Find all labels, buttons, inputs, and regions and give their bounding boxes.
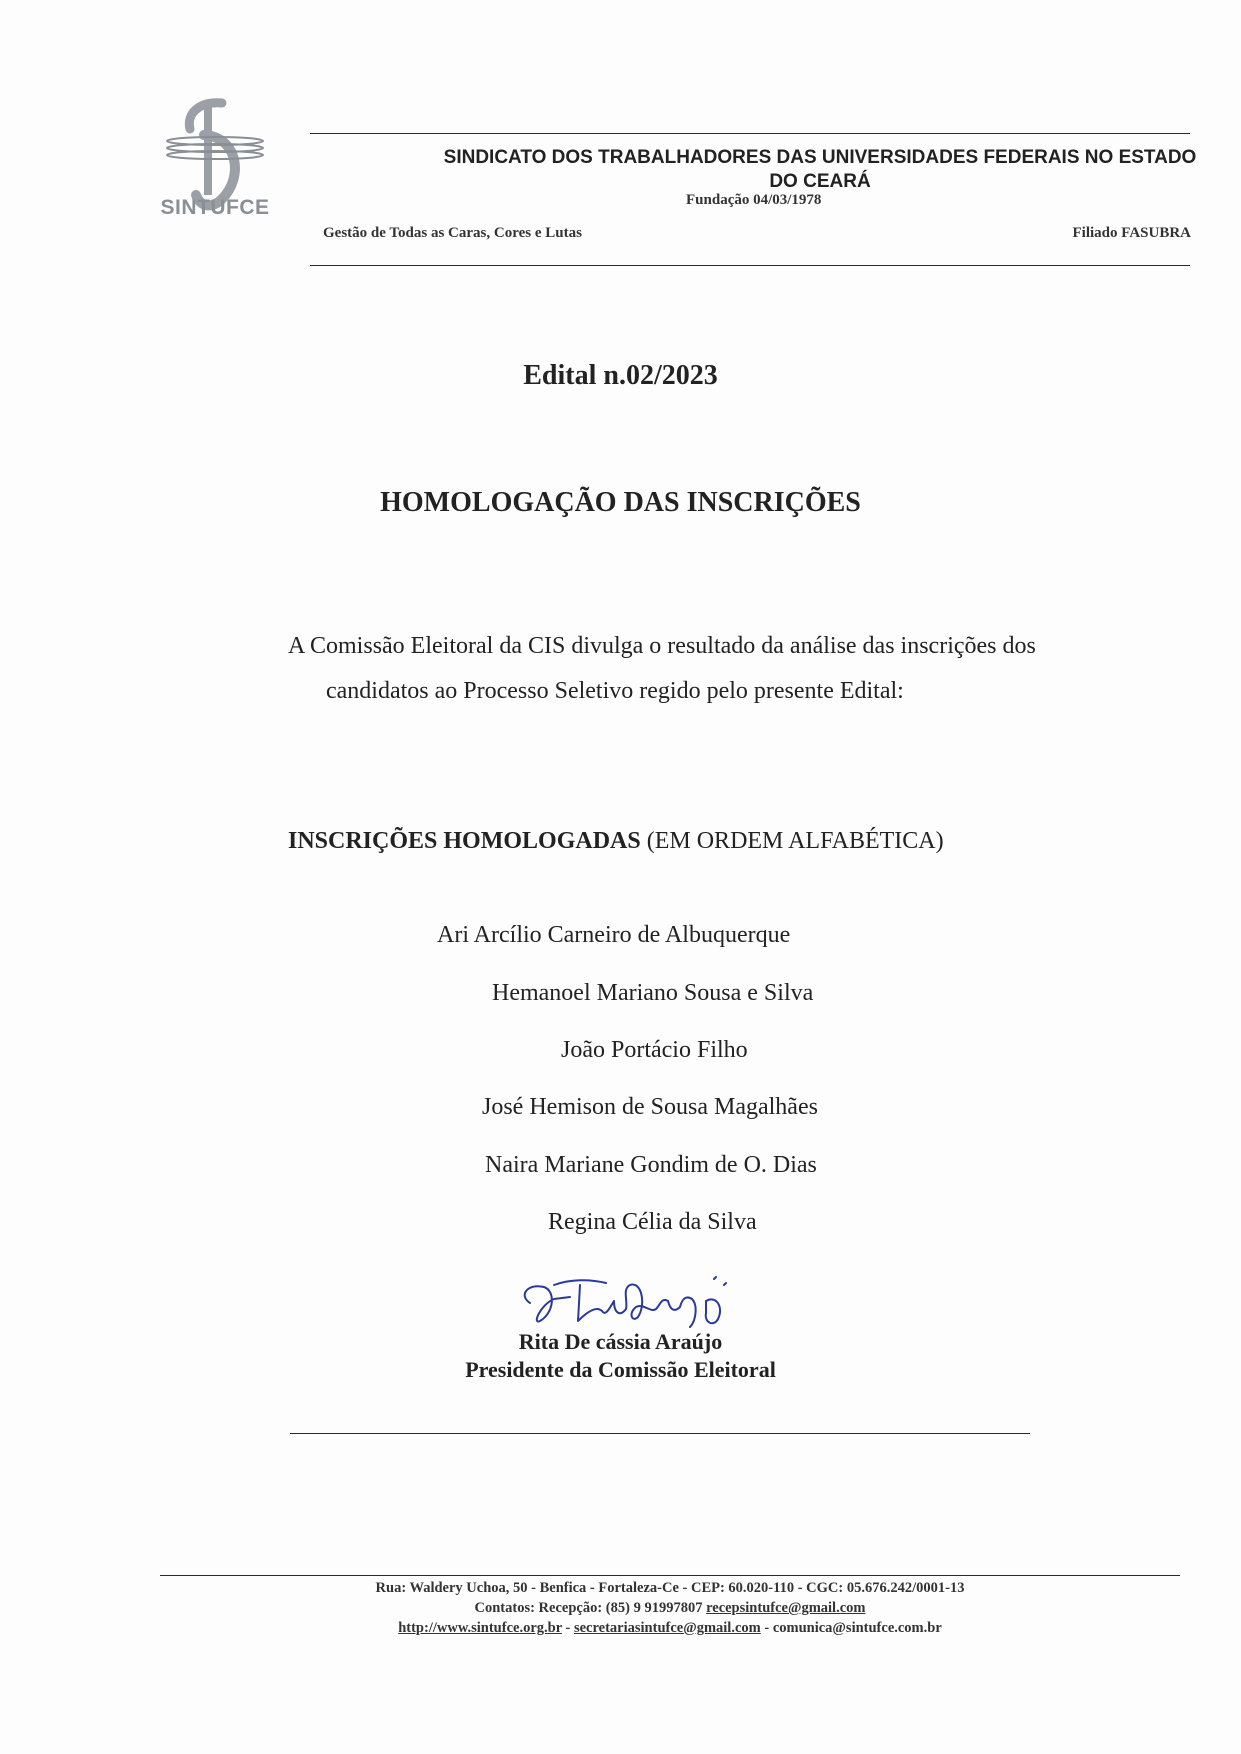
- candidate-name: Ari Arcílio Carneiro de Albuquerque: [437, 922, 791, 948]
- footer-separator: -: [561, 1620, 574, 1636]
- reception-email-link[interactable]: recepsintufce@gmail.com: [706, 1600, 866, 1616]
- header-bottom-rule: [310, 265, 1190, 266]
- footer-address: Rua: Waldery Uchoa, 50 - Benfica - Fortaleza-Ce - CEP: 60.020-110 - CGC: 05.676.242/0001-13: [375, 1580, 965, 1596]
- section-heading-bold: INSCRIÇÕES HOMOLOGADAS: [288, 828, 641, 854]
- candidate-name: Hemanoel Mariano Sousa e Silva: [492, 980, 814, 1006]
- intro-line-2: candidatos ao Processo Seletivo regido pelo presente Edital:: [326, 678, 904, 704]
- signer-name: Rita De cássia Araújo: [518, 1329, 723, 1354]
- candidate-name: José Hemison de Sousa Magalhães: [482, 1094, 818, 1120]
- candidate-name: Regina Célia da Silva: [548, 1209, 757, 1235]
- footer-rule: [160, 1575, 1180, 1576]
- footer-links: [160, 1620, 1180, 1637]
- footer-separator: -: [760, 1620, 773, 1636]
- section-heading: [288, 828, 944, 855]
- organization-name-line2: DO CEARÁ: [769, 171, 871, 192]
- section-heading-rest: (EM ORDEM ALFABÉTICA): [640, 828, 944, 854]
- comunica-email: comunica@sintufce.com.br: [772, 1620, 942, 1636]
- organization-name-line1: SINDICATO DOS TRABALHADORES DAS UNIVERSIDADES FEDERAIS NO ESTADO: [443, 147, 1197, 168]
- candidate-name: Naira Mariane Gondim de O. Dias: [485, 1152, 817, 1178]
- secretaria-email-link[interactable]: secretariasintufce@gmail.com: [573, 1620, 761, 1636]
- affiliation: Filiado FASUBRA: [1072, 225, 1191, 241]
- website-link[interactable]: http://www.sintufce.org.br: [398, 1620, 562, 1636]
- signature-rule: [290, 1433, 1030, 1434]
- footer-contacts-label: Contatos: Recepção: (85) 9 91997807: [474, 1600, 707, 1616]
- foundation-date: Fundação 04/03/1978: [686, 192, 822, 208]
- organization-name: [440, 146, 1200, 194]
- intro-line-1: A Comissão Eleitoral da CIS divulga o resultado da análise das inscrições dos: [288, 633, 1036, 659]
- candidate-name: João Portácio Filho: [561, 1037, 748, 1063]
- signer-role: Presidente da Comissão Eleitoral: [465, 1357, 776, 1382]
- header-top-rule: [310, 133, 1190, 134]
- logo-wordmark: SINTUFCE: [160, 196, 270, 219]
- management-motto: Gestão de Todas as Caras, Cores e Lutas: [323, 225, 582, 241]
- document-title: HOMOLOGAÇÃO DAS INSCRIÇÕES: [380, 487, 861, 518]
- edital-number: Edital n.02/2023: [523, 360, 718, 391]
- footer-contacts: [160, 1600, 1180, 1617]
